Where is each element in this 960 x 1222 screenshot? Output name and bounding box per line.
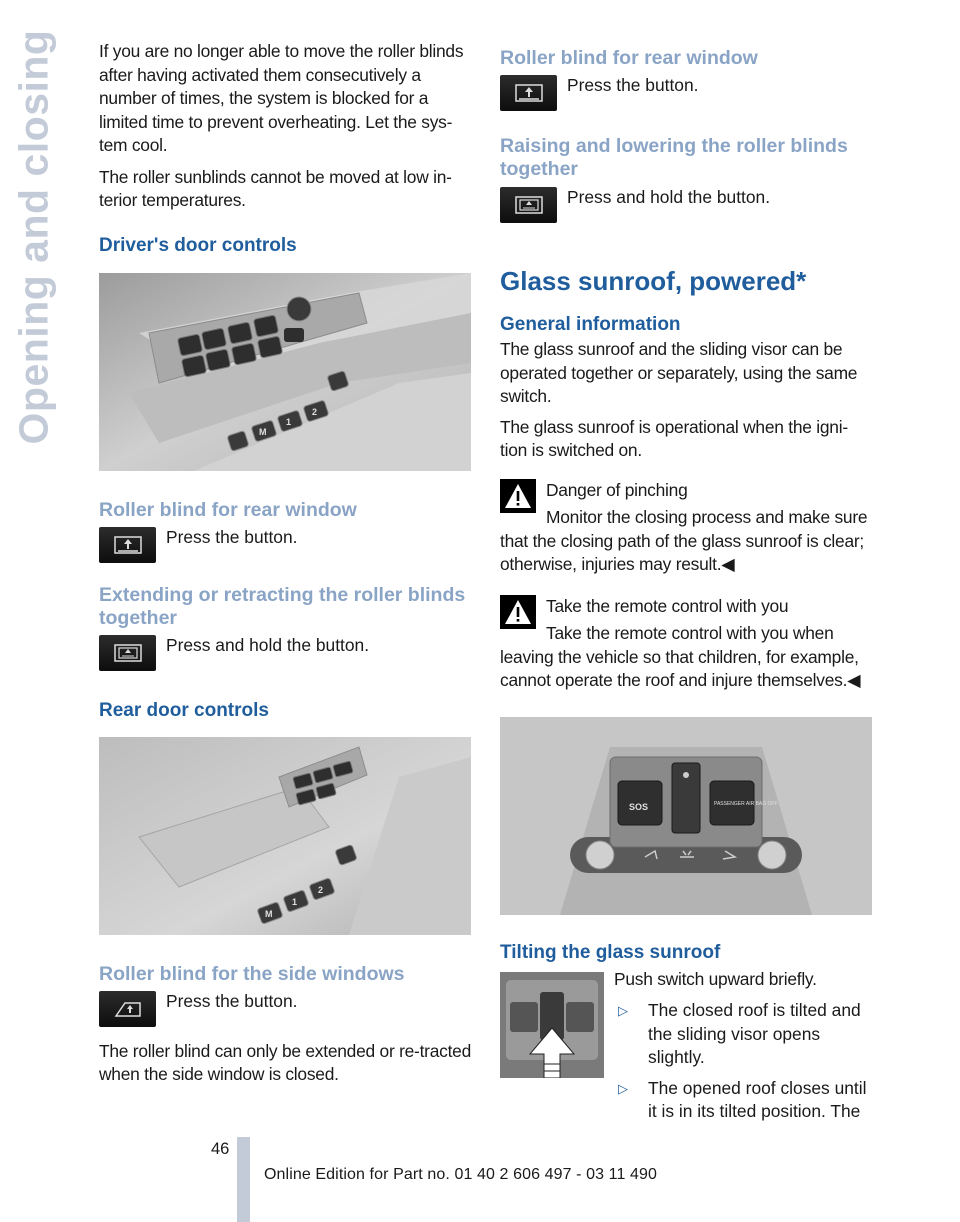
- roller-rear-heading-left: Roller blind for rear window: [99, 498, 357, 521]
- roller-blind-side-icon: [113, 999, 143, 1019]
- warning-pinching: [500, 479, 874, 577]
- rear-door-illustration: [99, 737, 471, 935]
- general-paragraph-1: The glass sunroof and the sliding visor can be operated together or separately, using the same switch.: [500, 339, 858, 406]
- photo1-button-1: 1: [286, 416, 292, 427]
- roller-rear-heading-right: Roller blind for rear window: [500, 47, 758, 69]
- bullet-2-text: The opened roof closes until it is in its tilted position. The: [648, 1077, 867, 1121]
- general-info-heading: General information: [500, 314, 681, 335]
- warning1-text: [500, 506, 874, 577]
- general-paragraph-2: The glass sunroof is operational when the igni‐tion is switched on.: [500, 416, 848, 460]
- raise-lower-heading: Raising and lowering the roller blinds together: [500, 135, 848, 180]
- tilting-instruction: Push switch upward briefly.: [614, 968, 817, 989]
- side-windows-button-icon: [99, 991, 156, 1027]
- roller-blinds-together-icon: [113, 643, 143, 663]
- tilting-text-block: [614, 970, 874, 1131]
- photo2-button-1: 1: [292, 896, 298, 907]
- drivers-door-controls-photo: [99, 273, 471, 471]
- bullet-triangle-icon: ▷: [618, 1003, 628, 1018]
- side-windows-instruction: Press the button.: [166, 990, 298, 1011]
- side-windows-note: The roller blind can only be extended or re‐tracted when the side window is closed.: [99, 1040, 471, 1084]
- roller-rear-instruction-left: Press the button.: [166, 526, 298, 547]
- airbag-off-label: PASSENGER AIR BAG OFF: [714, 800, 778, 807]
- drivers-door-heading: Driver's door controls: [99, 234, 297, 256]
- raise-lower-button-icon: [500, 187, 557, 223]
- warning2-body: Take the remote control with you when leaving the vehicle so that children, for example, cannot operate the roof and injure themselves.◀: [500, 623, 861, 690]
- side-windows-button-row: [99, 991, 473, 1027]
- tilting-heading: Tilting the glass sunroof: [500, 941, 721, 963]
- rear-door-heading: Rear door controls: [99, 699, 269, 721]
- sos-label: SOS: [629, 801, 649, 812]
- photo2-button-m: M: [265, 908, 273, 919]
- intro-paragraph-1: If you are no longer able to move the roller blinds after having activated them consecutively a number of times, the system is blocked for a limited time to prevent overheating. Let the sys‐tem cool.: [99, 41, 464, 155]
- warning1-title: Danger of pinching: [546, 479, 688, 500]
- left-column: [99, 40, 473, 1093]
- warning2-text: [500, 622, 874, 693]
- online-edition-footer: Online Edition for Part no. 01 40 2 606 497 - 03 11 490: [264, 1166, 658, 1183]
- tilt-switch-illustration: [500, 972, 604, 1078]
- roller-rear-button-row-left: [99, 527, 473, 563]
- overhead-console-illustration: [500, 717, 872, 915]
- sunroof-heading: Glass sunroof, powered*: [500, 266, 807, 296]
- roller-rear-button-icon: [99, 527, 156, 563]
- warning-remote-control: [500, 595, 874, 693]
- right-column: [500, 47, 874, 1131]
- roller-rear-button-icon-right: [500, 75, 557, 111]
- warning-triangle-icon: [500, 595, 536, 629]
- photo1-button-2: 2: [312, 406, 318, 417]
- rear-door-controls-photo: [99, 737, 471, 935]
- chapter-title-text: Opening and closing: [10, 29, 57, 445]
- roller-blind-rear-icon-right: [514, 83, 544, 103]
- photo2-button-2: 2: [318, 884, 324, 895]
- roller-rear-instruction-right: Press the button.: [567, 75, 699, 95]
- footer-divider-bar: [237, 1137, 250, 1222]
- warning-triangle-icon: [500, 479, 536, 513]
- intro-paragraph-2: The roller sunblinds cannot be moved at low in‐terior temperatures.: [99, 166, 452, 210]
- tilting-bullet-1: [614, 999, 874, 1070]
- chapter-side-title: [4, 29, 64, 445]
- drivers-door-illustration: [99, 273, 471, 471]
- photo1-button-m: M: [259, 426, 267, 437]
- extend-retract-button-icon: [99, 635, 156, 671]
- extend-retract-button-row: [99, 635, 473, 671]
- tilting-section: [500, 970, 874, 1131]
- warning2-title: Take the remote control with you: [546, 595, 789, 616]
- roller-blind-rear-icon: [113, 535, 143, 555]
- roller-blinds-together-icon-right: [514, 195, 544, 215]
- overhead-console-photo: [500, 717, 872, 915]
- bullet-1-text: The closed roof is tilted and the sliding visor opens slightly.: [648, 1000, 861, 1067]
- extend-retract-heading: Extending or retracting the roller blinds together: [99, 583, 466, 629]
- page-number: 46: [211, 1140, 230, 1158]
- extend-retract-instruction: Press and hold the button.: [166, 634, 370, 655]
- roller-rear-button-row-right: [500, 75, 874, 111]
- bullet-triangle-icon: ▷: [618, 1080, 628, 1096]
- tilting-bullet-2: [614, 1077, 874, 1124]
- side-windows-heading: Roller blind for the side windows: [99, 962, 405, 985]
- sunroof-switch-photo: [500, 972, 604, 1078]
- raise-lower-instruction: Press and hold the button.: [567, 187, 771, 207]
- warning1-body: Monitor the closing process and make sure that the closing path of the glass sunroof is clear; otherwise, injuries may result.◀: [500, 507, 868, 574]
- raise-lower-button-row: [500, 187, 874, 223]
